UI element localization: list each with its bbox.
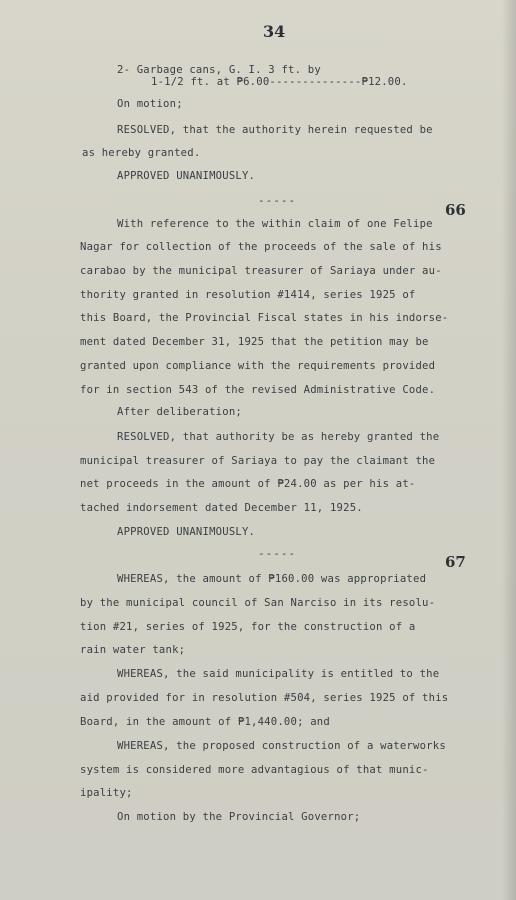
text-line: municipal treasurer of Sariaya to pay the claimant the — [80, 455, 436, 467]
text-line: by the municipal council of San Narciso in its resolu- — [80, 597, 436, 609]
text-line: WHEREAS, the said municipality is entitled to the — [117, 668, 440, 680]
text-line: system is considered more advantagious of that munic- — [80, 764, 429, 776]
text-line: ment dated December 31, 1925 that the petition may be — [80, 336, 429, 348]
text-line: RESOLVED, that authority be as hereby granted the — [117, 431, 440, 443]
text-line: With reference to the within claim of one Felipe — [117, 218, 433, 230]
text-line: tached indorsement dated December 11, 1925. — [80, 502, 363, 514]
section-divider: ----- — [258, 194, 297, 207]
text-line: APPROVED UNANIMOUSLY. — [117, 526, 256, 538]
text-line: aid provided for in resolution #504, series 1925 of this — [80, 692, 449, 704]
section-divider: ----- — [258, 547, 297, 560]
text-line: RESOLVED, that the authority herein requested be — [117, 124, 433, 136]
page-fold-shadow — [502, 0, 516, 900]
text-line: APPROVED UNANIMOUSLY. — [117, 170, 256, 182]
text-line: this Board, the Provincial Fiscal states in his indorse- — [80, 312, 449, 324]
text-line: On motion by the Provincial Governor; — [117, 811, 361, 823]
item-line: 1-1/2 ft. at ₱6.00--------------₱12.00. — [151, 76, 408, 88]
text-line: Board, in the amount of ₱1,440.00; and — [80, 716, 330, 728]
text-line: ipality; — [80, 787, 133, 799]
text-line: WHEREAS, the amount of ₱160.00 was appropriated — [117, 573, 427, 585]
page-number: 34 — [263, 22, 286, 41]
text-line: After deliberation; — [117, 406, 242, 418]
text-line: WHEREAS, the proposed construction of a waterworks — [117, 740, 446, 752]
resolution-number: 67 — [445, 553, 466, 571]
text-line: tion #21, series of 1925, for the construction of a — [80, 621, 416, 633]
text-line: On motion; — [117, 98, 183, 110]
text-line: rain water tank; — [80, 644, 186, 656]
resolution-number: 66 — [445, 201, 466, 219]
text-line: as hereby granted. — [82, 147, 201, 159]
text-line: for in section 543 of the revised Administrative Code. — [80, 384, 436, 396]
text-line: thority granted in resolution #1414, series 1925 of — [80, 289, 416, 301]
text-line: carabao by the municipal treasurer of Sariaya under au- — [80, 265, 442, 277]
item-line: 2- Garbage cans, G. I. 3 ft. by — [117, 64, 321, 76]
text-line: Nagar for collection of the proceeds of the sale of his — [80, 241, 442, 253]
text-line: granted upon compliance with the requirements provided — [80, 360, 436, 372]
text-line: net proceeds in the amount of ₱24.00 as per his at- — [80, 478, 416, 490]
